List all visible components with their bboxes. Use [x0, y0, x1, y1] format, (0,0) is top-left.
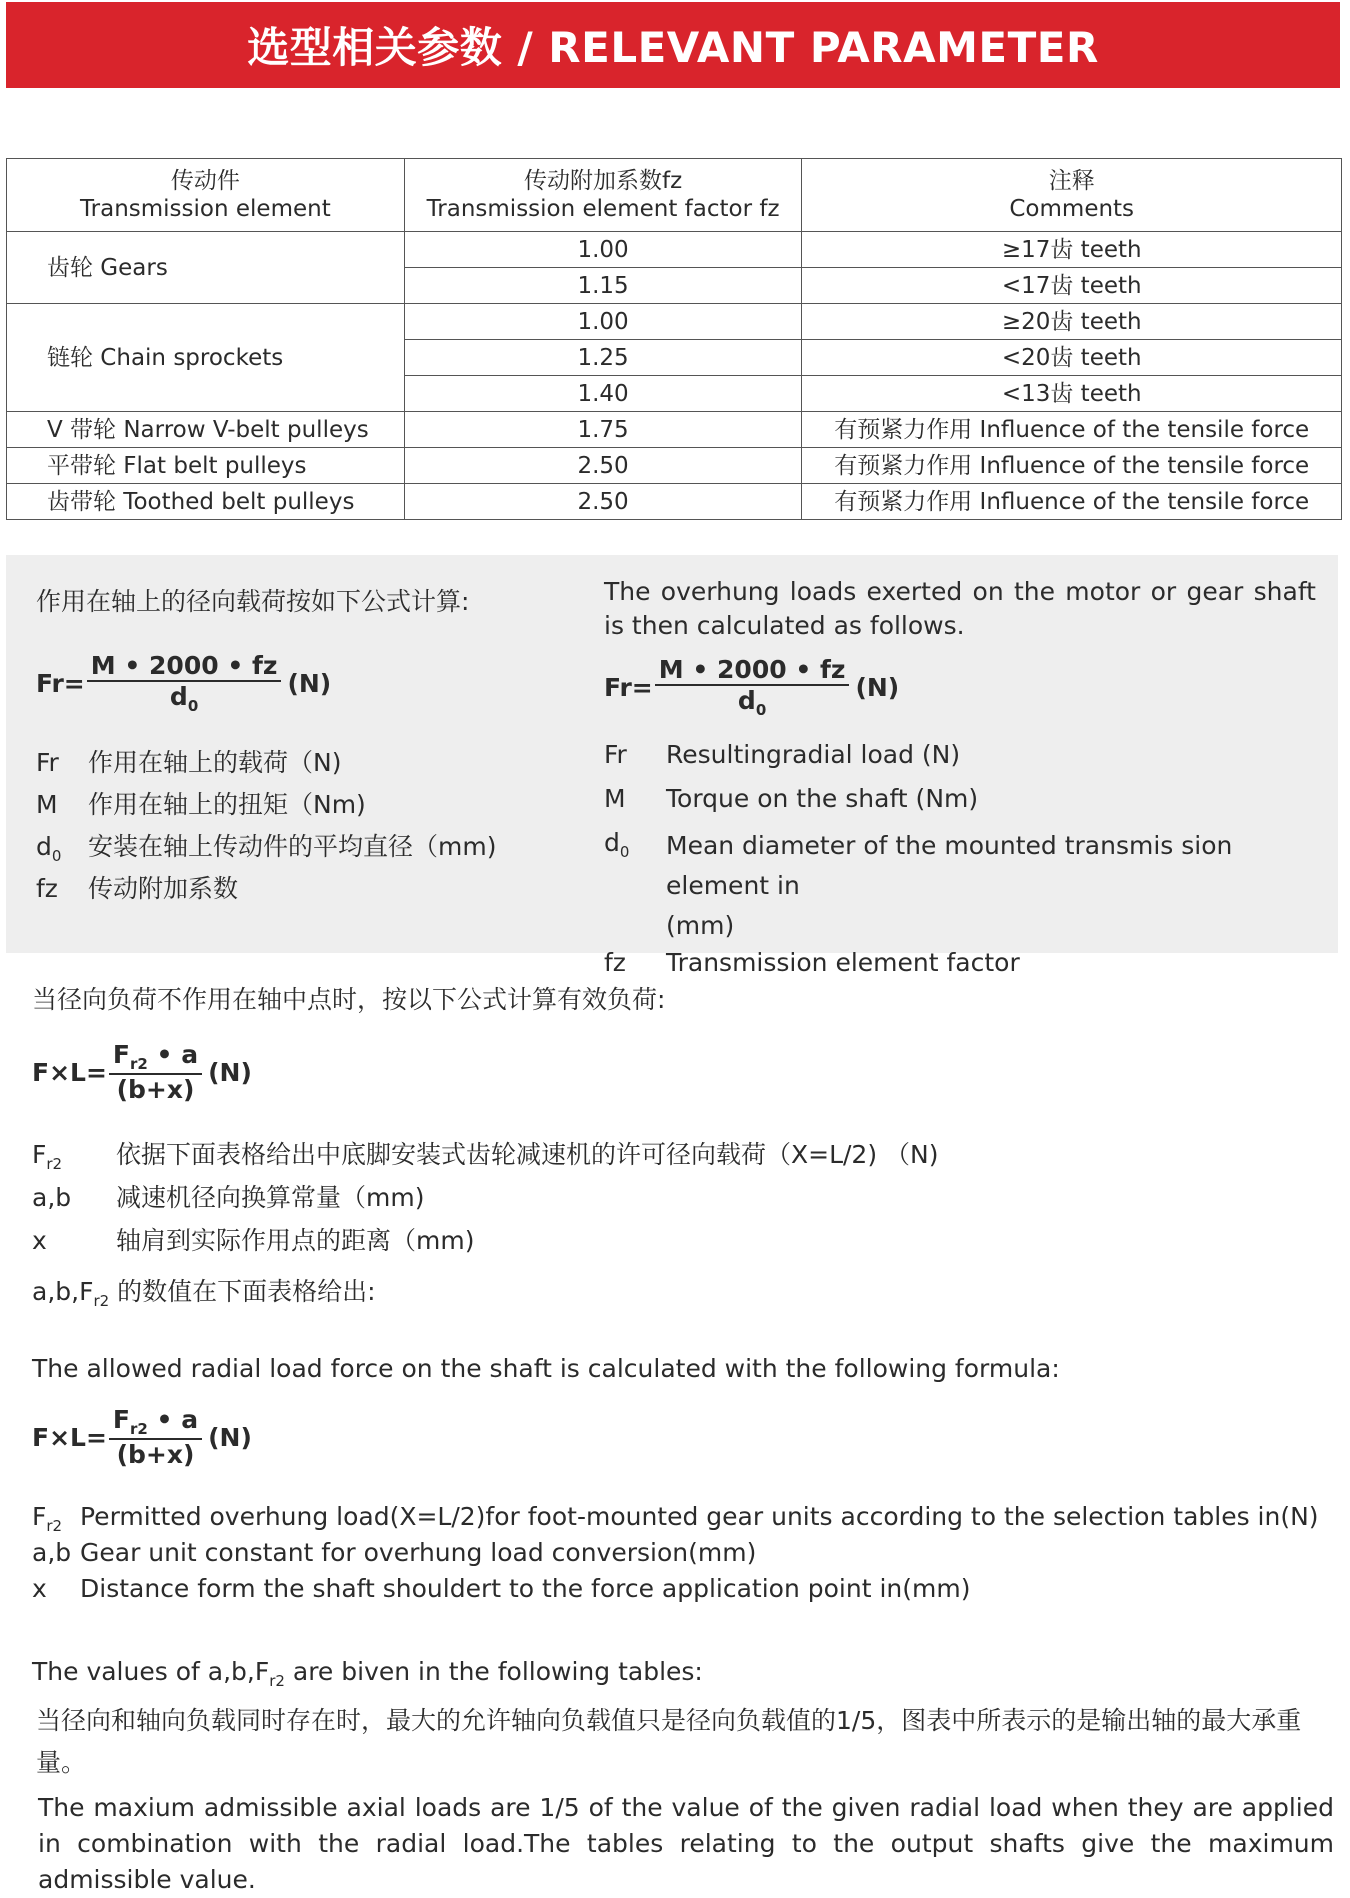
cn-axial-load-note: 当径向和轴向负载同时存在时，最大的允许轴向负载值只是径向负载值的1/5，图表中所表示的是输出轴的最大承重量。 — [36, 1706, 1302, 1777]
factor-cell: 1.25 — [404, 340, 802, 376]
definition-row: Fr 作用在轴上的载荷（N) — [36, 748, 342, 777]
definition-row: $d_0$ Mean diameter of the mounted transmis sion element in (mm) — [604, 828, 1233, 940]
table-row — [7, 304, 1342, 340]
definition-row: $F_{r2}$ Permitted overhung load(X=L/2)for foot-mounted gear units according to the selection tables in(N) — [32, 1502, 1319, 1535]
en-allowed-load-intro: The allowed radial load force on the shaft is calculated with the following formula: — [32, 1354, 1060, 1383]
definition-row: a,b Gear unit constant for overhung load conversion(mm) — [32, 1538, 757, 1567]
cn-fxl-formula: F×L= $\frac{F_{r2} • a}{(b+x)}$ (N) — [32, 1040, 252, 1104]
table-row — [7, 232, 1342, 268]
row-label-gears: 齿轮 Gears — [7, 232, 405, 304]
definition-row: x Distance form the shaft shouldert to the force application point in(mm) — [32, 1574, 971, 1603]
cn-formula-intro: 作用在轴上的径向载荷按如下公式计算: — [36, 587, 470, 616]
factor-cell: 1.40 — [404, 376, 802, 412]
comment-cell: <17齿 teeth — [802, 268, 1342, 304]
definition-row: M 作用在轴上的扭矩（Nm) — [36, 790, 366, 819]
cn-fr-formula: Fr= $\frac{M • 2000 • fz}{d_0}$ (N) — [36, 651, 332, 715]
factor-cell: 1.00 — [404, 304, 802, 340]
transmission-factor-table — [6, 158, 1342, 520]
en-definitions — [604, 738, 1324, 986]
comment-cell: 有预紧力作用 Influence of the tensile force — [802, 448, 1342, 484]
factor-cell: 1.00 — [404, 232, 802, 268]
definition-row: $F_{r2}$ 依据下面表格给出中底脚安装式齿轮减速机的许可径向载荷（X=L/2) （N) — [32, 1140, 939, 1173]
header-comments: 注释 Comments — [802, 159, 1342, 232]
en-formula-intro: The overhung loads exerted on the motor or gear shaft is then calculated as follows. — [604, 577, 1316, 640]
factor-cell: 2.50 — [404, 484, 802, 520]
definition-row: x 轴肩到实际作用点的距离（mm) — [32, 1226, 475, 1255]
factor-cell: 1.75 — [404, 412, 802, 448]
en-fxl-formula: F×L= $\frac{F_{r2} • a}{(b+x)}$ (N) — [32, 1405, 252, 1469]
cn-effective-load-intro: 当径向负荷不作用在轴中点时，按以下公式计算有效负荷: — [32, 985, 666, 1014]
en-values-note: The values of $a,b,F_{r2}$ are biven in the following tables: — [32, 1657, 703, 1690]
en-fxl-definitions — [32, 1500, 1319, 1608]
en-axial-load-note: The maxium admissible axial loads are 1/5 of the value of the given radial load when they are applied in combination with the radial load.The tables relating to the output shafts give the maximum admissible value. — [38, 1793, 1334, 1894]
comment-cell: 有预紧力作用 Influence of the tensile force — [802, 484, 1342, 520]
comment-cell: 有预紧力作用 Influence of the tensile force — [802, 412, 1342, 448]
table-row — [7, 484, 1342, 520]
table-row — [7, 448, 1342, 484]
factor-cell: 1.15 — [404, 268, 802, 304]
factor-cell: 2.50 — [404, 448, 802, 484]
definition-row: fz Transmission element factor — [604, 948, 1020, 977]
comment-cell: <13齿 teeth — [802, 376, 1342, 412]
row-label-toothed: 齿带轮 Toothed belt pulleys — [7, 484, 405, 520]
header-element: 传动件 Transmission element — [7, 159, 405, 232]
definition-row: a,b 减速机径向换算常量（mm) — [32, 1183, 425, 1212]
cn-definitions — [36, 746, 496, 914]
cn-fxl-definitions — [32, 1138, 939, 1267]
row-label-vbelt: V 带轮 Narrow V-belt pulleys — [7, 412, 405, 448]
comment-cell: ≥20齿 teeth — [802, 304, 1342, 340]
definition-row: fz 传动附加系数 — [36, 874, 239, 903]
en-fr-formula: Fr= $\frac{M • 2000 • fz}{d_0}$ (N) — [604, 655, 900, 719]
definition-row: M Torque on the shaft (Nm) — [604, 784, 979, 813]
cn-values-note: $a,b,F_{r2}$ 的数值在下面表格给出: — [32, 1277, 376, 1310]
definition-row: $d_0$ 安装在轴上传动件的平均直径（mm) — [36, 832, 497, 865]
comment-cell: ≥17齿 teeth — [802, 232, 1342, 268]
table-row — [7, 412, 1342, 448]
row-label-flat: 平带轮 Flat belt pulleys — [7, 448, 405, 484]
page-banner: 选型相关参数 / RELEVANT PARAMETER — [6, 2, 1340, 88]
table-header-row — [7, 159, 1342, 232]
definition-row: Fr Resultingradial load (N) — [604, 740, 961, 769]
header-factor: 传动附加系数fz Transmission element factor fz — [404, 159, 802, 232]
comment-cell: <20齿 teeth — [802, 340, 1342, 376]
row-label-chain: 链轮 Chain sprockets — [7, 304, 405, 412]
